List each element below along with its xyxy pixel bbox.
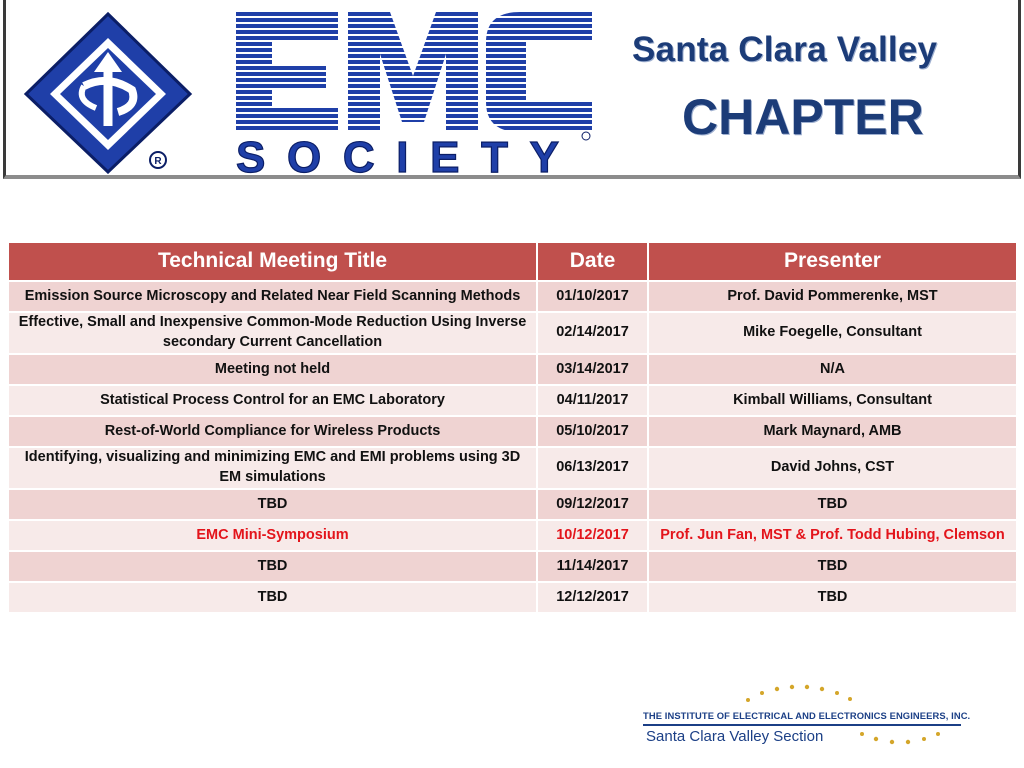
table-row [9,417,1016,448]
ieee-diamond-logo-icon [18,8,198,174]
table-row [9,355,1016,386]
meeting-presenter: TBD [649,552,1016,583]
meeting-presenter: TBD [649,583,1016,614]
meeting-presenter: Mark Maynard, AMB [649,417,1016,448]
meeting-date: 11/14/2017 [538,552,649,583]
header-date: Date [538,243,649,282]
meeting-date: 03/14/2017 [538,355,649,386]
meeting-presenter: Prof. Jun Fan, MST & Prof. Todd Hubing, Clemson [649,521,1016,552]
table-row [9,583,1016,614]
svg-text:SOCIETY: SOCIETY [236,133,566,178]
emc-society-banner [3,0,1021,179]
meeting-presenter: TBD [649,490,1016,521]
ieee-section-name: Santa Clara Valley Section [646,728,824,745]
ieee-name: THE INSTITUTE OF ELECTRICAL AND ELECTRONICS ENGINEERS, INC. [643,710,971,721]
meeting-title: EMC Mini-Symposium [9,521,538,552]
table-header-row [9,243,1016,282]
meeting-title: TBD [9,583,538,614]
meeting-presenter: Kimball Williams, Consultant [649,386,1016,417]
meeting-title: TBD [9,490,538,521]
table-row [9,282,1016,313]
header-title: Technical Meeting Title [9,243,538,282]
meeting-presenter: N/A [649,355,1016,386]
meeting-title: Meeting not held [9,355,538,386]
meeting-title: Statistical Process Control for an EMC Laboratory [9,386,538,417]
meeting-date: 12/12/2017 [538,583,649,614]
chapter-line1: Santa Clara Valley [632,30,938,69]
header-presenter: Presenter [649,243,1016,282]
chapter-line2: CHAPTER [682,89,924,145]
chapter-title [632,30,1012,150]
ieee-divider [643,724,961,726]
meeting-presenter: Prof. David Pommerenke, MST [649,282,1016,313]
svg-text:R: R [154,156,162,167]
meeting-date: 09/12/2017 [538,490,649,521]
meeting-date: 10/12/2017 [538,521,649,552]
meeting-title: TBD [9,552,538,583]
table-row [9,448,1016,490]
table-row-highlighted [9,521,1016,552]
meeting-title: Effective, Small and Inexpensive Common-Mode Reduction Using Inverse secondary Current Cancellation [9,313,538,355]
meeting-schedule-table [9,243,1016,614]
table-row [9,386,1016,417]
meeting-date: 01/10/2017 [538,282,649,313]
table-row [9,490,1016,521]
meeting-title: Rest-of-World Compliance for Wireless Products [9,417,538,448]
meeting-date: 02/14/2017 [538,313,649,355]
meeting-title: Identifying, visualizing and minimizing EMC and EMI problems using 3D EM simulations [9,448,538,490]
meeting-date: 04/11/2017 [538,386,649,417]
meeting-date: 05/10/2017 [538,417,649,448]
table-row [9,313,1016,355]
meeting-presenter: David Johns, CST [649,448,1016,490]
emc-society-logo-icon [230,6,600,178]
table-row [9,552,1016,583]
meeting-presenter: Mike Foegelle, Consultant [649,313,1016,355]
meeting-title: Emission Source Microscopy and Related Near Field Scanning Methods [9,282,538,313]
ieee-section-logo [640,680,970,760]
meeting-date: 06/13/2017 [538,448,649,490]
